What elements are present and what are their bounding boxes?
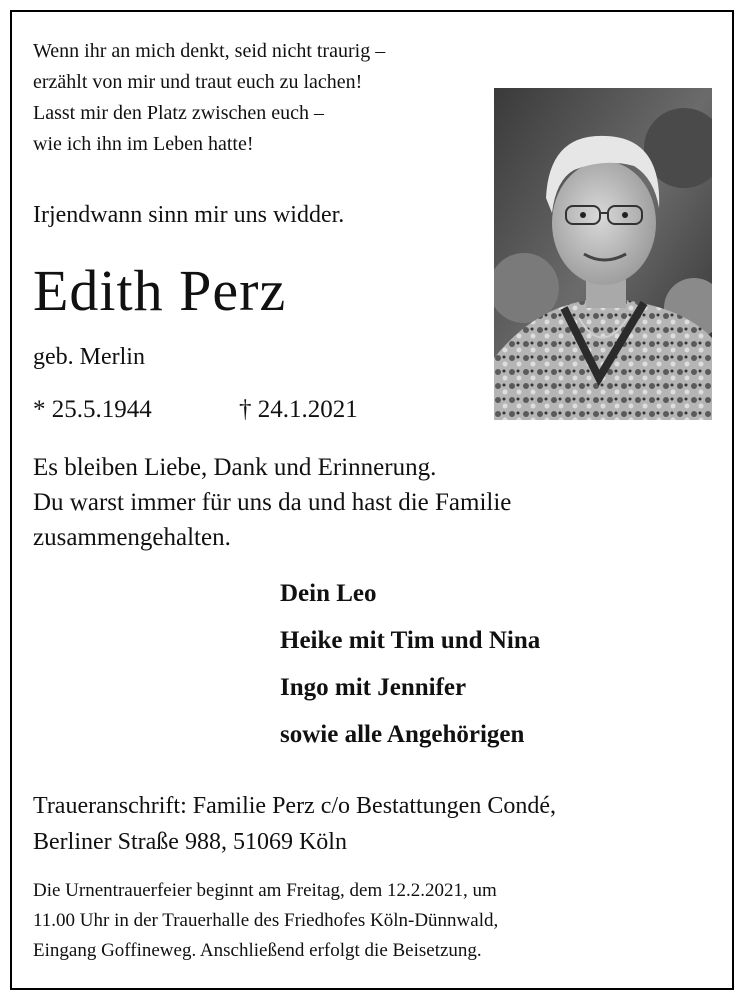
address-line: Traueranschrift: Familie Perz c/o Bestattungen Condé, <box>33 793 556 819</box>
family-member: sowie alle Angehörigen <box>280 721 525 748</box>
ceremony-line: 11.00 Uhr in der Trauerhalle des Friedhofes Köln-Dünnwald, <box>33 910 499 931</box>
obituary-card <box>10 10 734 990</box>
message <box>33 450 673 555</box>
message-line: Es bleiben Liebe, Dank und Erinnerung. <box>33 454 437 481</box>
ceremony-line: Eingang Goffineweg. Anschließend erfolgt die Beisetzung. <box>33 940 482 961</box>
mourning-address <box>33 788 556 860</box>
address-line: Berliner Straße 988, 51069 Köln <box>33 829 347 855</box>
family-signatures <box>280 570 540 758</box>
poem-line: Wenn ihr an mich denkt, seid nicht traurig – <box>33 40 386 62</box>
family-member: Heike mit Tim und Nina <box>280 627 541 654</box>
dialect-quote: Irjendwann sinn mir uns widder. <box>33 202 345 228</box>
poem <box>33 36 385 160</box>
poem-line: wie ich ihn im Leben hatte! <box>33 133 254 155</box>
life-dates <box>33 396 358 424</box>
poem-line: Lasst mir den Platz zwischen euch – <box>33 102 325 124</box>
deceased-name: Edith Perz <box>33 258 287 323</box>
message-line: Du warst immer für uns da und hast die Familie <box>33 489 512 516</box>
family-member: Ingo mit Jennifer <box>280 674 467 701</box>
ceremony-line: Die Urnentrauerfeier beginnt am Freitag, dem 12.2.2021, um <box>33 880 497 901</box>
born-name: geb. Merlin <box>33 344 145 370</box>
portrait-photo-icon <box>494 88 712 420</box>
family-member: Dein Leo <box>280 580 377 607</box>
message-line: zusammengehalten. <box>33 524 231 551</box>
death-date: † 24.1.2021 <box>239 396 358 423</box>
poem-line: erzählt von mir und traut euch zu lachen! <box>33 71 363 93</box>
ceremony-info <box>33 876 498 966</box>
birth-date: * 25.5.1944 <box>33 396 152 423</box>
